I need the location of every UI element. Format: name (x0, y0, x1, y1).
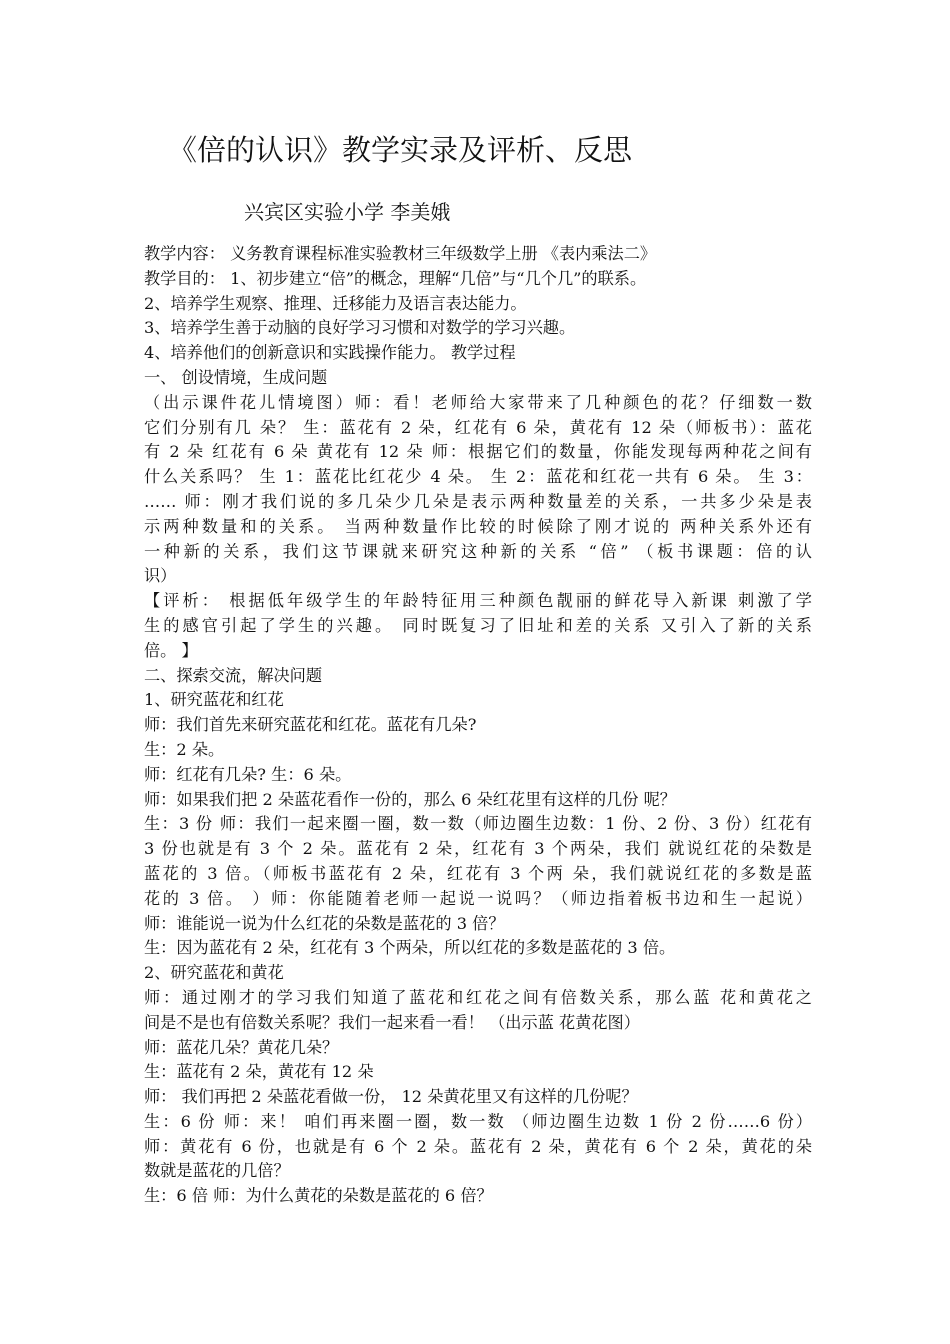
text-line: 1、研究蓝花和红花 (144, 690, 284, 710)
text-line: 它们分别有几 朵？ 生：蓝花有 2 朵，红花有 6 朵，黄花有 12 朵（师板书）：蓝花 (144, 417, 812, 437)
text-line: 什么关系吗？ 生 1：蓝花比红花少 4 朵。 生 2：蓝花和红花一共有 6 朵。 生 3： (144, 467, 812, 487)
text-line: 示两种数量和的关系。 当两种数量作比较的时候除了刚才说的 两种关系外还有 (144, 516, 812, 536)
document-title: 《倍的认识》教学实录及评析、反思 (168, 133, 633, 167)
text-line: 3、培养学生善于动脑的良好学习习惯和对数学的学习兴趣。 (144, 318, 576, 338)
text-line: 生：因为蓝花有 2 朵，红花有 3 个两朵，所以红花的多数是蓝花的 3 倍。 (144, 938, 676, 958)
text-line: 师：蓝花几朵？黄花几朵？ (144, 1037, 339, 1057)
text-line: 师：红花有几朵? 生：6 朵。 (144, 764, 352, 784)
text-line: 师：我们首先来研究蓝花和红花。蓝花有几朵? (144, 715, 477, 735)
text-line: 师：黄花有 6 份，也就是有 6 个 2 朵。蓝花有 2 朵，黄花有 6 个 2 朵，黄花的朵 (144, 1136, 812, 1156)
text-line: 二、探索交流，解决问题 (144, 665, 323, 685)
text-line: 师：谁能说一说为什么红花的朵数是蓝花的 3 倍？ (144, 913, 505, 933)
text-line: 蓝花的 3 倍。（师板书蓝花有 2 朵，红花有 3 个两 朵，我们就说红花的多数是蓝 (144, 863, 812, 883)
text-line: 生：6 倍 师：为什么黄花的朵数是蓝花的 6 倍？ (144, 1186, 493, 1206)
document-body (144, 242, 812, 1209)
text-line: （出示课件花儿情境图）师：看！老师给大家带来了几种颜色的花？仔细数一数 (144, 392, 812, 412)
text-line: 一、 创设情境，生成问题 (144, 367, 328, 387)
text-line: 3 份也就是有 3 个 2 朵。蓝花有 2 朵，红花有 3 个两朵，我们 就说红花的朵数是 (144, 839, 812, 859)
text-line: 师： 我们再把 2 朵蓝花看做一份， 12 朵黄花里又有这样的几份呢？ (144, 1087, 638, 1107)
text-line: 生：3 份 师：我们一起来圈一圈，数一数（师边圈生边数：1 份、2 份、3 份）红花有 (144, 814, 812, 834)
text-line: 识） (144, 566, 177, 586)
document-author: 兴宾区实验小学 李美娥 (244, 200, 451, 224)
text-line: 间是不是也有倍数关系呢？我们一起来看一看！ （出示蓝 花黄花图） (144, 1012, 640, 1032)
text-line: 生的感官引起了学生的兴趣。 同时既复习了旧址和差的关系 又引入了新的关系 (144, 615, 812, 635)
text-line: 花的 3 倍。 ）师：你能随着老师一起说一说吗？（师边指着板书边和生一起说） (144, 888, 812, 908)
text-line: 2、研究蓝花和黄花 (144, 963, 284, 983)
text-line: 【评析： 根据低年级学生的年龄特征用三种颜色靓丽的鲜花导入新课 刺激了学 (144, 591, 812, 611)
text-line: 数就是蓝花的几倍？ (144, 1161, 290, 1181)
text-line: 2、培养学生观察、推理、迁移能力及语言表达能力。 (144, 293, 527, 313)
text-line: 教学内容： 义务教育课程标准实验教材三年级数学上册 《表内乘法二》 (144, 244, 657, 263)
text-line: 生：6 份 师：来！ 咱们再来圈一圈，数一数 （师边圈生边数 1 份 2 份……6 份） (144, 1111, 812, 1131)
text-line: 生：蓝花有 2 朵，黄花有 12 朵 (144, 1062, 374, 1082)
text-line: 师：通过刚才的学习我们知道了蓝花和红花之间有倍数关系，那么蓝 花和黄花之 (144, 987, 812, 1007)
text-line: 有 2 朵 红花有 6 朵 黄花有 12 朵 师：根据它们的数量，你能发现每两种花之间有 (144, 442, 812, 462)
text-line: 一种新的关系，我们这节课就来研究这种新的关系 “倍” （板书课题：倍的认 (144, 541, 812, 561)
text-line: 师：如果我们把 2 朵蓝花看作一份的，那么 6 朵红花里有这样的几份 呢？ (144, 789, 676, 809)
text-line: …… 师：刚才我们说的多几朵少几朵是表示两种数量差的关系，一共多少朵是表 (144, 491, 812, 511)
text-line: 4、培养他们的创新意识和实践操作能力。 教学过程 (144, 343, 516, 363)
text-line: 教学目的： 1、初步建立“倍”的概念，理解“几倍”与“几个几”的联系。 (144, 268, 647, 288)
text-line: 生：2 朵。 (144, 739, 225, 759)
text-line: 倍。 】 (144, 640, 198, 660)
